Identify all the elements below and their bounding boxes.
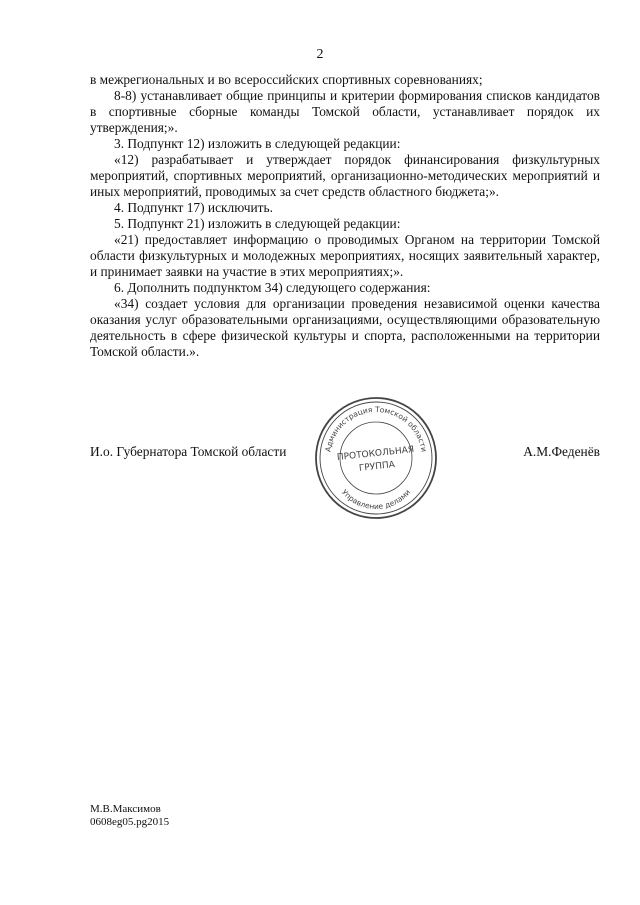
signatory-name: А.М.Феденёв xyxy=(523,444,600,459)
footer-author: М.В.Максимов xyxy=(90,803,161,815)
footer-file-code: 0608eg05.pg2015 xyxy=(90,816,170,828)
paragraph-4: «12) разрабатывает и утверждает порядок финансирования физкультурных мероприятий, спортивных мероприятий, организационно-методических мероприятий и иных мероприятий, проводимых за счет средств областного бюджета;». xyxy=(90,152,600,199)
paragraph-7: «21) предоставляет информацию о проводимых Органом на территории Томской области физкультурных и молодежных мероприятиях, носящих заявительный характер, и принимает заявки на участие в этих мероприятиях;». xyxy=(90,232,600,279)
page-number: 2 xyxy=(316,47,324,62)
stamp-center-line1: ПРОТОКОЛЬНАЯ xyxy=(336,445,415,464)
document-footer xyxy=(90,803,169,829)
paragraph-8: 6. Дополнить подпунктом 34) следующего содержания: xyxy=(114,280,431,295)
paragraph-1: в межрегиональных и во всероссийских спортивных соревнованиях; xyxy=(90,72,483,87)
paragraph-9: «34) создает условия для организации проведения независимой оценки качества оказания услуг образовательными организациями, осуществляющими образовательную деятельность в сфере физической культуры и спорта, расположенными на территории Томской области.». xyxy=(90,296,600,359)
paragraph-6: 5. Подпункт 21) изложить в следующей редакции: xyxy=(114,216,401,231)
official-stamp xyxy=(313,395,439,521)
stamp-center-line2: ГРУППА xyxy=(358,460,396,474)
document-body xyxy=(90,72,600,360)
stamp-outer-bottom-text: Управление делами xyxy=(339,487,413,512)
stamp-outer-top-text: Администрация Томской области xyxy=(323,404,429,453)
signatory-position: И.о. Губернатора Томской области xyxy=(90,444,287,459)
paragraph-2: 8-8) устанавливает общие принципы и критерии формирования списков кандидатов в спортивные сборные команды Томской области, устанавливает порядок их утверждения;». xyxy=(90,88,600,135)
paragraph-3: 3. Подпункт 12) изложить в следующей редакции: xyxy=(114,136,401,151)
paragraph-5: 4. Подпункт 17) исключить. xyxy=(114,200,273,215)
